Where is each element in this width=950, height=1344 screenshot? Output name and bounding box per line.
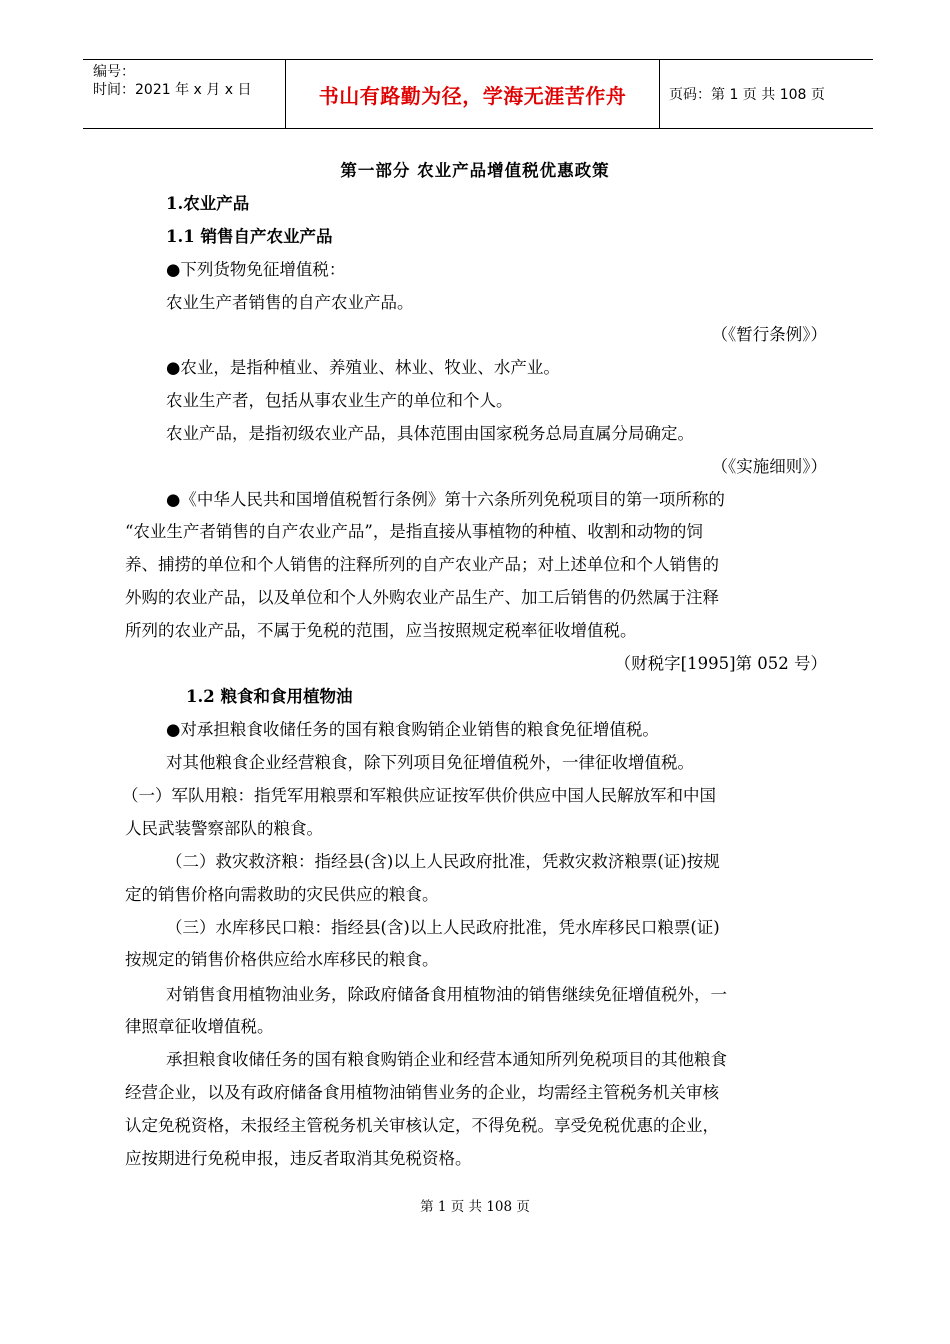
paragraph-line: 对其他粮食企业经营粮食，除下列项目免征增值税外，一律征收增值税。 <box>166 753 694 772</box>
paragraph-line: 承担粮食收储任务的国有粮食购销企业和经营本通知所列免税项目的其他粮食 <box>166 1050 727 1069</box>
citation: （《暂行条例》） <box>711 325 827 344</box>
header-page-cell <box>660 60 873 128</box>
paragraph-line: ●对承担粮食收储任务的国有粮食购销企业销售的粮食免征增值税。 <box>166 720 659 739</box>
document-number-label: 编号： <box>93 64 135 80</box>
paragraph-line: 经营企业，以及有政府储备食用植物油销售业务的企业，均需经主管税务机关审核 <box>125 1083 719 1102</box>
paragraph-line: 按规定的销售价格供应给水库移民的粮食。 <box>125 950 439 969</box>
header-page-info: 页码：第 1 页 共 108 页 <box>669 87 825 103</box>
citation: （财税字[1995]第 052 号） <box>614 654 827 673</box>
header-table <box>83 59 873 129</box>
paragraph-line: （三）水库移民口粮：指经县(含)以上人民政府批准，凭水库移民口粮票(证) <box>166 918 720 937</box>
header-motto-cell <box>286 60 660 128</box>
section-heading-1-2: 1.2 粮食和食用植物油 <box>186 687 353 706</box>
paragraph-line: 农业产品，是指初级农业产品，具体范围由国家税务总局直属分局确定。 <box>166 424 694 443</box>
paragraph-line: 对销售食用植物油业务，除政府储备食用植物油的销售继续免征增值税外，一 <box>166 985 727 1004</box>
citation: （《实施细则》） <box>711 457 827 476</box>
paragraph-line: “农业生产者销售的自产农业产品”，是指直接从事植物的种植、收割和动物的饲 <box>125 522 703 541</box>
paragraph-line: 认定免税资格，未报经主管税务机关审核认定，不得免税。享受免税优惠的企业， <box>125 1116 719 1135</box>
page-footer: 第 1 页 共 108 页 <box>420 1199 530 1215</box>
section-heading-1-1: 1.1 销售自产农业产品 <box>166 227 333 246</box>
paragraph-line: ●下列货物免征增值税： <box>166 260 346 279</box>
paragraph-line: （一）军队用粮：指凭军用粮票和军粮供应证按军供价供应中国人民解放军和中国 <box>122 786 716 805</box>
document-title: 第一部分 农业产品增值税优惠政策 <box>340 161 610 180</box>
paragraph-line: 定的销售价格向需救助的灾民供应的粮食。 <box>125 885 439 904</box>
document-date-label: 时间：2021 年 x 月 x 日 <box>93 82 252 98</box>
paragraph-line: 律照章征收增值税。 <box>125 1017 274 1036</box>
paragraph-line: ●《中华人民共和国增值税暂行条例》第十六条所列免税项目的第一项所称的 <box>166 490 725 509</box>
paragraph-line: 人民武装警察部队的粮食。 <box>125 819 323 838</box>
paragraph-line: 所列的农业产品，不属于免税的范围，应当按照规定税率征收增值税。 <box>125 621 637 640</box>
paragraph-line: ●农业，是指种植业、养殖业、林业、牧业、水产业。 <box>166 358 560 377</box>
paragraph-line: 养、捕捞的单位和个人销售的注释所列的自产农业产品；对上述单位和个人销售的 <box>125 555 719 574</box>
paragraph-line: 应按期进行免税申报，违反者取消其免税资格。 <box>125 1149 472 1168</box>
header-motto: 书山有路勤为径，学海无涯苦作舟 <box>318 83 627 108</box>
section-heading-1: 1.农业产品 <box>166 194 250 213</box>
header-meta-cell <box>83 60 286 128</box>
paragraph-line: 农业生产者销售的自产农业产品。 <box>166 293 414 312</box>
paragraph-line: 农业生产者，包括从事农业生产的单位和个人。 <box>166 391 513 410</box>
paragraph-line: 外购的农业产品，以及单位和个人外购农业产品生产、加工后销售的仍然属于注释 <box>125 588 719 607</box>
paragraph-line: （二）救灾救济粮：指经县(含)以上人民政府批准，凭救灾救济粮票(证)按规 <box>166 852 720 871</box>
